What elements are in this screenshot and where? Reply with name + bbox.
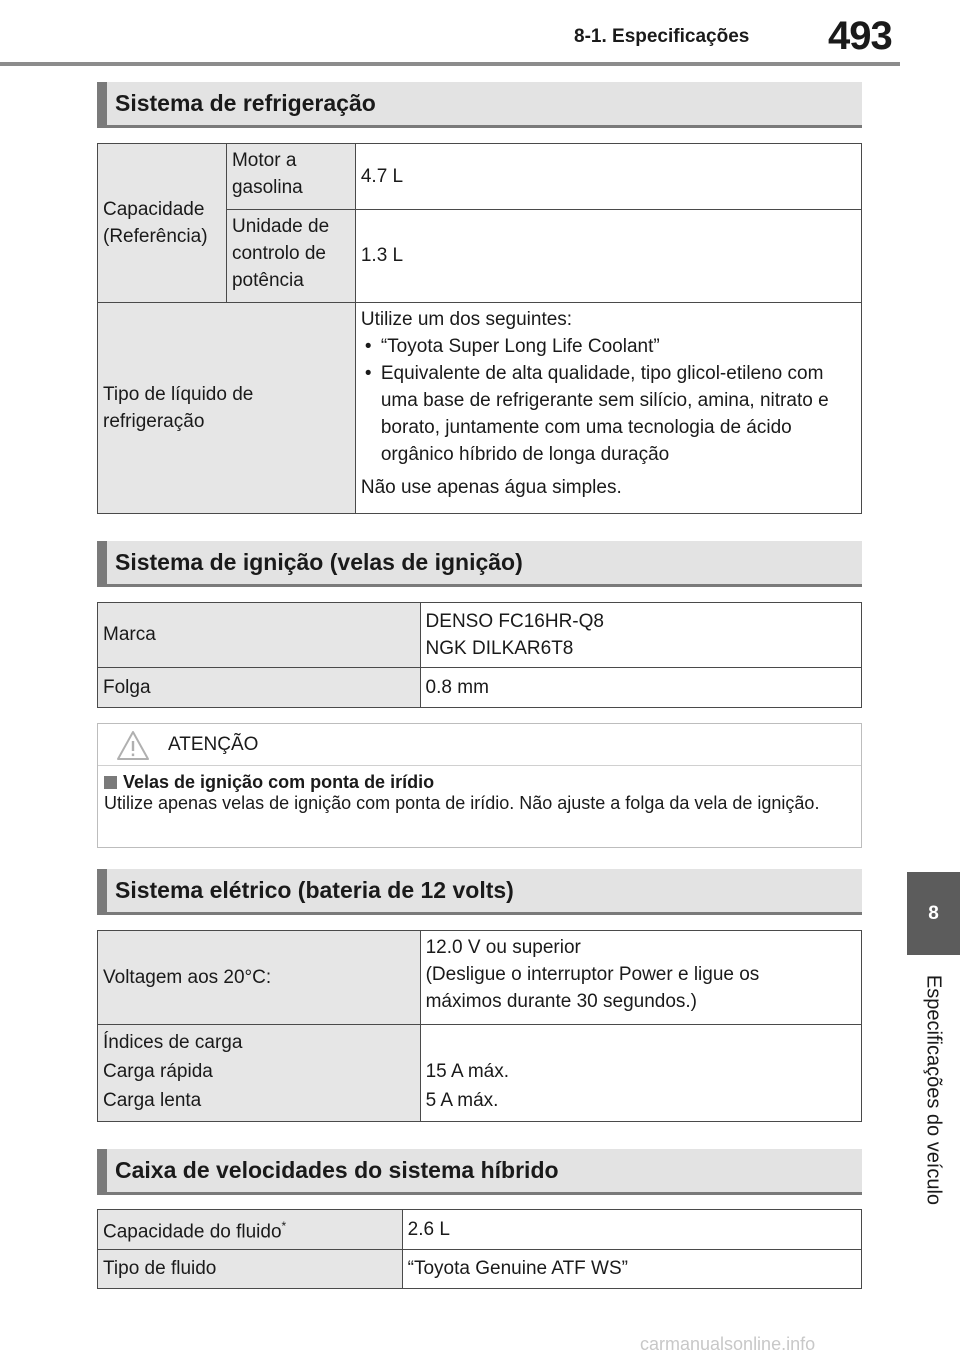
watermark: carmanualsonline.info [640, 1334, 816, 1354]
gap-label: Folga [98, 668, 421, 708]
ignition-heading: Sistema de ignição (velas de ignição) [97, 541, 862, 587]
warning-box [97, 723, 862, 848]
page-number: 493 [828, 14, 892, 58]
footnote-mark: * [281, 1219, 287, 1233]
electrical-heading: Sistema elétrico (bateria de 12 volts) [97, 869, 862, 915]
charge-labels: Índices de carga Carga rápida Carga lenta [98, 1025, 421, 1122]
voltage-values: 12.0 V ou superior (Desligue o interruptor Power e ligue os máximos durante 30 segundos.) [420, 931, 861, 1025]
list-item: • “Toyota Super Long Life Coolant” [361, 333, 856, 360]
square-bullet-icon [104, 776, 117, 789]
section-title: 8-1. Especificações [574, 26, 750, 47]
brand-label: Marca [98, 603, 421, 668]
coolant-intro: Utilize um dos seguintes: [360, 309, 573, 330]
electrical-table [97, 930, 862, 1122]
coolant-list [361, 333, 856, 468]
fluid-type-label: Tipo de fluido [98, 1250, 403, 1289]
header-divider [0, 62, 900, 66]
pcu-value: 1.3 L [355, 210, 861, 303]
voltage-label: Voltagem aos 20°C: [98, 931, 421, 1025]
coolant-note: Não use apenas água simples. [360, 477, 622, 498]
warning-triangle-icon [116, 730, 150, 761]
capacity-label: Capacidade (Referência) [98, 144, 227, 303]
transmission-table [97, 1209, 862, 1289]
warning-body [98, 766, 861, 814]
engine-label: Motor a gasolina [226, 144, 355, 210]
ignition-table [97, 602, 862, 708]
transmission-heading: Caixa de velocidades do sistema híbrido [97, 1149, 862, 1195]
warning-header [98, 724, 861, 766]
fluid-capacity-label: Capacidade do fluido* [98, 1210, 403, 1250]
chapter-label: Especificações do veículo [922, 974, 945, 1206]
gap-value: 0.8 mm [420, 668, 861, 708]
chapter-number: 8 [928, 902, 939, 924]
cooling-table [97, 143, 862, 514]
warning-title: ATENÇÃO [168, 734, 259, 755]
pcu-label: Unidade de controlo de potência [226, 210, 355, 303]
warning-text: Utilize apenas velas de ignição com ponta de irídio. Não ajuste a folga da vela de ignição. [104, 793, 820, 813]
fluid-type-value: “Toyota Genuine ATF WS” [402, 1250, 861, 1289]
chapter-tab[interactable] [907, 872, 960, 955]
charge-values: 15 A máx. 5 A máx. [420, 1025, 861, 1122]
warning-subtitle: Velas de ignição com ponta de irídio [104, 772, 855, 793]
list-item: • Equivalente de alta qualidade, tipo glicol-etileno com uma base de refrigerante sem silício, amina, nitrato e borato, juntamente com uma tecnologia de ácido orgânico híbrido de longa duração [361, 360, 856, 468]
brand-values: DENSO FC16HR-Q8 NGK DILKAR6T8 [420, 603, 861, 668]
engine-value: 4.7 L [355, 144, 861, 210]
fluid-capacity-value: 2.6 L [402, 1210, 861, 1250]
cooling-heading: Sistema de refrigeração [97, 82, 862, 128]
coolant-value [355, 303, 861, 514]
coolant-label: Tipo de líquido de refrigeração [98, 303, 356, 514]
